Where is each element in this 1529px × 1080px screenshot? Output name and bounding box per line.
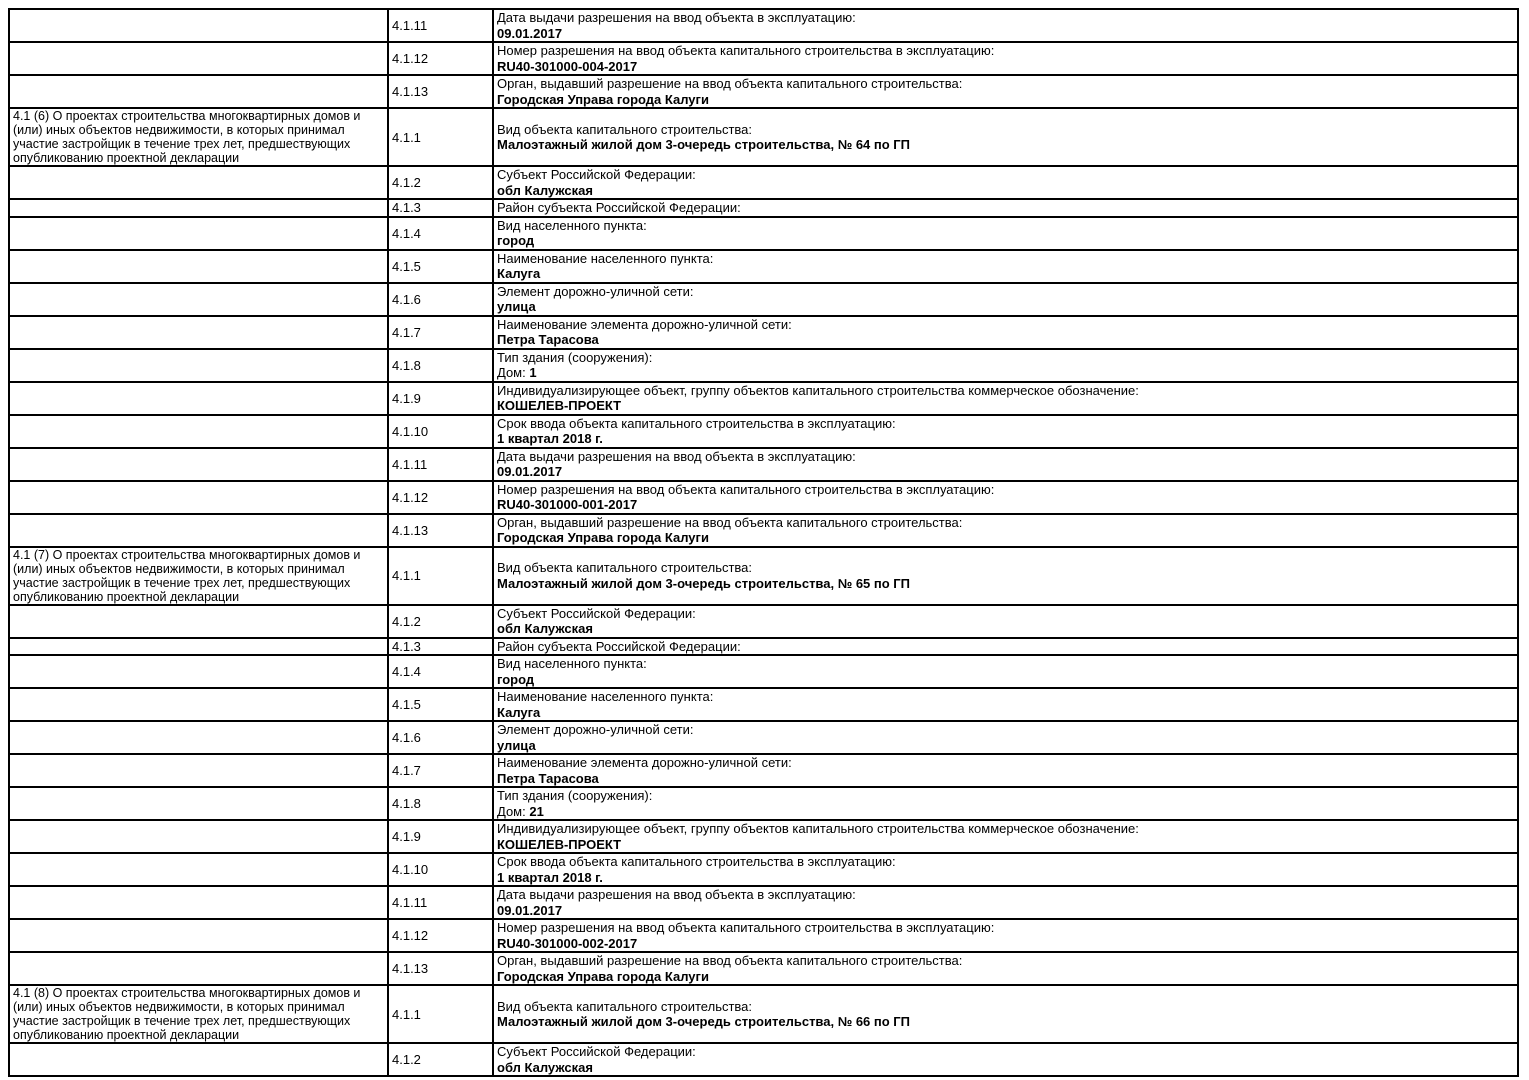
table-row: [9, 1043, 1518, 1076]
section-description-cell: 4.1 (8) О проектах строительства многоквартирных домов и (или) иных объектов недвижимости, в которых принимал участие застройщик в течение трех лет, предшествующих опубликованию проектной декларации: [9, 985, 388, 1043]
row-code-cell: 4.1.8: [388, 349, 493, 382]
field-label: Вид населенного пункта:: [497, 656, 647, 671]
field-cell: [493, 952, 1518, 985]
section-description-cell: [9, 638, 388, 656]
field-label: Вид объекта капитального строительства:: [497, 560, 753, 575]
field-value: [497, 576, 1514, 592]
section-description-cell: [9, 952, 388, 985]
row-code-cell: 4.1.3: [388, 199, 493, 217]
field-label: Наименование элемента дорожно-уличной сети:: [497, 316, 792, 332]
field-value-bold: Калуга: [497, 266, 541, 281]
field-cell: [493, 448, 1518, 481]
field-value-bold: обл Калужская: [497, 182, 593, 198]
table-row: [9, 349, 1518, 382]
field-value-bold: 09.01.2017: [497, 902, 563, 918]
row-code-cell: 4.1.2: [388, 1043, 493, 1076]
table-row: [9, 638, 1518, 656]
field-value-bold: КОШЕЛЕВ-ПРОЕКТ: [497, 836, 622, 852]
field-value: [497, 332, 1514, 348]
field-cell: [493, 283, 1518, 316]
field-value: [497, 936, 1514, 952]
table-body: [9, 9, 1518, 1076]
section-description-cell: [9, 199, 388, 217]
field-label: Орган, выдавший разрешение на ввод объекта капитального строительства:: [497, 514, 963, 530]
table-row: [9, 199, 1518, 217]
field-label: Индивидуализирующее объект, группу объектов капитального строительства коммерческое обозначение:: [497, 382, 1139, 398]
section-description-cell: [9, 754, 388, 787]
field-label: Наименование элемента дорожно-уличной сети:: [497, 755, 792, 770]
row-code-cell: 4.1.7: [388, 316, 493, 349]
field-cell: [493, 9, 1518, 42]
field-value: [497, 672, 1514, 688]
field-value: [497, 837, 1514, 853]
field-value: [497, 497, 1514, 513]
table-row: [9, 9, 1518, 42]
row-code-cell: 4.1.12: [388, 919, 493, 952]
field-value: [497, 771, 1514, 787]
field-cell: [493, 382, 1518, 415]
row-code-cell: 4.1.7: [388, 754, 493, 787]
row-code-cell: 4.1.1: [388, 547, 493, 605]
field-value-bold: обл Калужская: [497, 621, 593, 636]
row-code-cell: 4.1.13: [388, 952, 493, 985]
section-description-cell: [9, 514, 388, 547]
field-label: Номер разрешения на ввод объекта капитального строительства в эксплуатацию:: [497, 920, 995, 935]
field-value: [497, 870, 1514, 886]
section-description-cell: [9, 166, 388, 199]
field-cell: [493, 655, 1518, 688]
table-row: [9, 448, 1518, 481]
field-label: Дата выдачи разрешения на ввод объекта в эксплуатацию:: [497, 10, 856, 25]
field-cell: [493, 605, 1518, 638]
table-row: [9, 514, 1518, 547]
section-description-cell: [9, 316, 388, 349]
field-value-bold: 1 квартал 2018 г.: [497, 869, 603, 885]
field-label: Вид объекта капитального строительства:: [497, 121, 753, 137]
field-value-bold: 09.01.2017: [497, 464, 563, 479]
row-code-cell: 4.1.10: [388, 415, 493, 448]
field-value: [497, 365, 1514, 381]
section-description-cell: [9, 820, 388, 853]
section-description-cell: [9, 481, 388, 514]
section-description-cell: [9, 349, 388, 382]
field-cell: [493, 787, 1518, 820]
table-row: [9, 721, 1518, 754]
section-description-cell: [9, 688, 388, 721]
table-row: [9, 919, 1518, 952]
field-value: [497, 26, 1514, 42]
row-code-cell: 4.1.6: [388, 721, 493, 754]
field-value-bold: Городская Управа города Калуги: [497, 530, 709, 545]
field-value: [497, 299, 1514, 315]
field-value: [497, 1014, 1514, 1030]
section-description-cell: [9, 655, 388, 688]
table-row: [9, 886, 1518, 919]
field-cell: [493, 217, 1518, 250]
field-value-bold: RU40-301000-002-2017: [497, 935, 638, 951]
field-label: Вид объекта капитального строительства:: [497, 998, 753, 1014]
field-label: Индивидуализирующее объект, группу объектов капитального строительства коммерческое обозначение:: [497, 821, 1139, 836]
field-label: Район субъекта Российской Федерации:: [497, 638, 741, 654]
row-code-cell: 4.1.5: [388, 688, 493, 721]
field-value: [497, 1060, 1514, 1076]
table-row: [9, 481, 1518, 514]
field-value-bold: Калуга: [497, 704, 541, 720]
row-code-cell: 4.1.11: [388, 886, 493, 919]
table-row: [9, 250, 1518, 283]
table-row: [9, 688, 1518, 721]
field-value: [497, 530, 1514, 546]
table-row: [9, 853, 1518, 886]
field-cell: [493, 1043, 1518, 1076]
section-row: [9, 547, 1518, 605]
field-value: [497, 738, 1514, 754]
field-cell: [493, 853, 1518, 886]
row-code-cell: 4.1.6: [388, 283, 493, 316]
field-value-bold: Городская Управа города Калуги: [497, 968, 709, 984]
table-row: [9, 415, 1518, 448]
field-label: Субъект Российской Федерации:: [497, 1044, 696, 1059]
section-description-cell: [9, 42, 388, 75]
row-code-cell: 4.1.3: [388, 638, 493, 656]
field-cell: [493, 886, 1518, 919]
row-code-cell: 4.1.12: [388, 42, 493, 75]
field-cell: [493, 166, 1518, 199]
field-value: [497, 183, 1514, 199]
field-value: [497, 431, 1514, 447]
section-description-cell: [9, 605, 388, 638]
field-value-bold: RU40-301000-001-2017: [497, 497, 638, 512]
field-cell: [493, 75, 1518, 108]
field-cell: [493, 316, 1518, 349]
section-description-cell: [9, 448, 388, 481]
field-cell: [493, 481, 1518, 514]
field-value-prefix: Дом:: [497, 365, 530, 380]
row-code-cell: 4.1.11: [388, 448, 493, 481]
field-cell: [493, 199, 1518, 217]
section-description-cell: [9, 853, 388, 886]
field-value-prefix: Дом:: [497, 803, 530, 819]
field-label: Наименование населенного пункта:: [497, 689, 714, 704]
table-row: [9, 754, 1518, 787]
field-value: [497, 137, 1514, 153]
field-cell: [493, 514, 1518, 547]
row-code-cell: 4.1.10: [388, 853, 493, 886]
section-description-cell: [9, 721, 388, 754]
field-value-bold: обл Калужская: [497, 1059, 593, 1075]
row-code-cell: 4.1.12: [388, 481, 493, 514]
field-label: Район субъекта Российской Федерации:: [497, 200, 741, 215]
section-description-cell: 4.1 (7) О проектах строительства многоквартирных домов и (или) иных объектов недвижимости, в которых принимал участие застройщик в течение трех лет, предшествующих опубликованию проектной декларации: [9, 547, 388, 605]
table-row: [9, 820, 1518, 853]
section-description-cell: [9, 919, 388, 952]
table-row: [9, 283, 1518, 316]
row-code-cell: 4.1.9: [388, 382, 493, 415]
field-value-bold: город: [497, 671, 535, 687]
section-description-cell: [9, 75, 388, 108]
row-code-cell: 4.1.13: [388, 75, 493, 108]
table-row: [9, 382, 1518, 415]
table-row: [9, 787, 1518, 820]
section-description-cell: [9, 787, 388, 820]
field-cell: [493, 250, 1518, 283]
project-declaration-table: [8, 8, 1519, 1077]
field-label: Дата выдачи разрешения на ввод объекта в эксплуатацию:: [497, 887, 856, 902]
table-row: [9, 217, 1518, 250]
field-cell: [493, 349, 1518, 382]
field-label: Срок ввода объекта капитального строительства в эксплуатацию:: [497, 854, 896, 869]
field-cell: [493, 42, 1518, 75]
field-value-bold: 09.01.2017: [497, 25, 563, 41]
field-value-bold: Петра Тарасова: [497, 770, 599, 786]
field-cell: [493, 754, 1518, 787]
field-cell: [493, 547, 1518, 605]
row-code-cell: 4.1.2: [388, 605, 493, 638]
field-label: Элемент дорожно-уличной сети:: [497, 283, 694, 299]
field-value-bold: город: [497, 233, 535, 248]
table-row: [9, 166, 1518, 199]
row-code-cell: 4.1.13: [388, 514, 493, 547]
field-value: [497, 398, 1514, 414]
field-label: Дата выдачи разрешения на ввод объекта в эксплуатацию:: [497, 448, 856, 464]
row-code-cell: 4.1.1: [388, 108, 493, 166]
row-code-cell: 4.1.8: [388, 787, 493, 820]
table-row: [9, 952, 1518, 985]
section-description-cell: [9, 217, 388, 250]
field-cell: [493, 919, 1518, 952]
field-label: Субъект Российской Федерации:: [497, 605, 696, 621]
table-row: [9, 655, 1518, 688]
field-value-bold: 1 квартал 2018 г.: [497, 431, 603, 446]
section-description-cell: [9, 415, 388, 448]
field-label: Орган, выдавший разрешение на ввод объекта капитального строительства:: [497, 76, 963, 91]
field-label: Срок ввода объекта капитального строительства в эксплуатацию:: [497, 415, 896, 431]
row-code-cell: 4.1.2: [388, 166, 493, 199]
field-cell: [493, 820, 1518, 853]
table-row: [9, 605, 1518, 638]
field-value-bold: улица: [497, 737, 536, 753]
row-code-cell: 4.1.4: [388, 655, 493, 688]
field-value: [497, 233, 1514, 249]
field-label: Номер разрешения на ввод объекта капитального строительства в эксплуатацию:: [497, 481, 995, 497]
field-value: [497, 969, 1514, 985]
row-code-cell: 4.1.5: [388, 250, 493, 283]
field-value: [497, 705, 1514, 721]
row-code-cell: 4.1.1: [388, 985, 493, 1043]
field-label: Номер разрешения на ввод объекта капитального строительства в эксплуатацию:: [497, 43, 995, 58]
field-value: [497, 92, 1514, 108]
section-description-cell: [9, 283, 388, 316]
table-row: [9, 75, 1518, 108]
section-description-cell: [9, 1043, 388, 1076]
section-row: [9, 985, 1518, 1043]
section-description-cell: [9, 382, 388, 415]
field-label: Наименование населенного пункта:: [497, 250, 714, 266]
field-value: [497, 464, 1514, 480]
field-label: Субъект Российской Федерации:: [497, 167, 696, 182]
field-label: Элемент дорожно-уличной сети:: [497, 722, 694, 737]
field-value-bold: Малоэтажный жилой дом 3-очередь строительства, № 66 по ГП: [497, 1014, 911, 1029]
field-value-bold: Малоэтажный жилой дом 3-очередь строительства, № 65 по ГП: [497, 575, 911, 591]
field-cell: [493, 415, 1518, 448]
field-value: [497, 266, 1514, 282]
field-cell: [493, 688, 1518, 721]
field-value-bold: Городская Управа города Калуги: [497, 91, 709, 107]
table-row: [9, 42, 1518, 75]
section-row: [9, 108, 1518, 166]
field-cell: [493, 985, 1518, 1043]
row-code-cell: 4.1.9: [388, 820, 493, 853]
field-label: Орган, выдавший разрешение на ввод объекта капитального строительства:: [497, 953, 963, 968]
row-code-cell: 4.1.11: [388, 9, 493, 42]
field-value-bold: 1: [529, 365, 537, 380]
field-value-bold: улица: [497, 299, 536, 314]
field-label: Вид населенного пункта:: [497, 217, 647, 233]
row-code-cell: 4.1.4: [388, 217, 493, 250]
field-value-bold: RU40-301000-004-2017: [497, 58, 638, 74]
field-label: Тип здания (сооружения):: [497, 349, 653, 365]
field-value: [497, 59, 1514, 75]
field-value: [497, 804, 1514, 820]
section-description-cell: [9, 250, 388, 283]
section-description-cell: [9, 9, 388, 42]
field-value-bold: Петра Тарасова: [497, 332, 599, 347]
field-value: [497, 903, 1514, 919]
field-cell: [493, 721, 1518, 754]
field-value: [497, 621, 1514, 637]
section-description-cell: [9, 886, 388, 919]
field-value-bold: Малоэтажный жилой дом 3-очередь строительства, № 64 по ГП: [497, 137, 911, 152]
field-label: Тип здания (сооружения):: [497, 788, 653, 803]
field-cell: [493, 108, 1518, 166]
field-cell: [493, 638, 1518, 656]
field-value-bold: 21: [529, 803, 544, 819]
section-description-cell: 4.1 (6) О проектах строительства многоквартирных домов и (или) иных объектов недвижимости, в которых принимал участие застройщик в течение трех лет, предшествующих опубликованию проектной декларации: [9, 108, 388, 166]
table-row: [9, 316, 1518, 349]
field-value-bold: КОШЕЛЕВ-ПРОЕКТ: [497, 398, 622, 413]
